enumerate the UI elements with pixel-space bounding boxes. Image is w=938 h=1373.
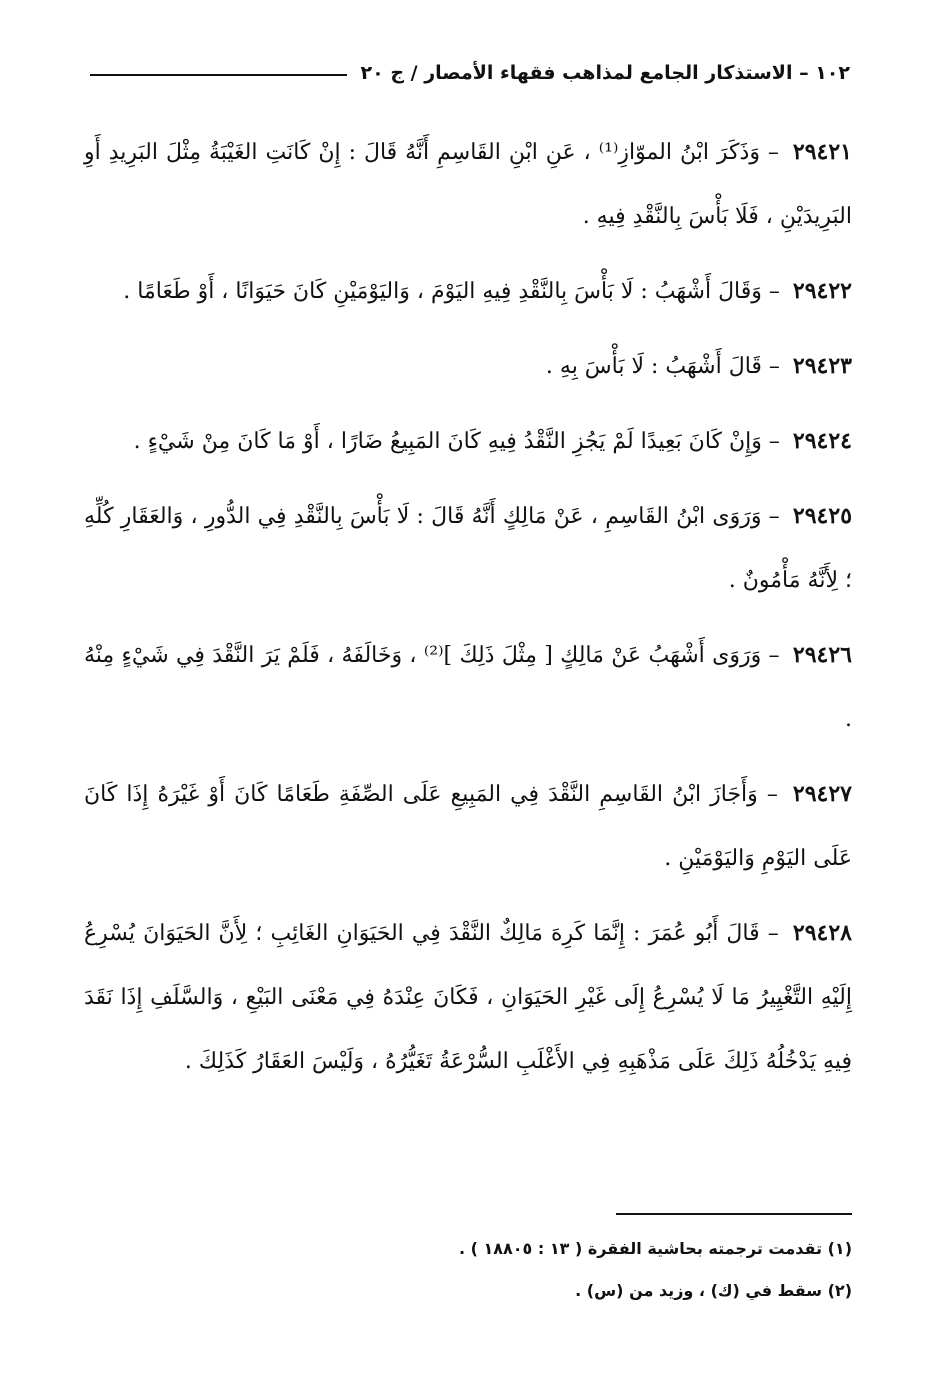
paragraph-text: – وَأَجَازَ ابْنُ القَاسِمِ النَّقْدَ فِي المَبِيعِ عَلَى الصِّفَةِ طَعَامًا كَانَ أَوْ غَيْرَهُ إِذَا كَانَ عَلَى اليَوْمِ وَاليَوْمَيْنِ . <box>84 782 852 871</box>
footnote: (٢) سقط في (ك) ، وزيد من (س) . <box>575 1281 852 1300</box>
running-header <box>90 58 850 88</box>
paragraph-number: ٢٩٤٢٧ <box>792 781 852 807</box>
paragraph <box>84 762 852 891</box>
paragraph-number: ٢٩٤٢٥ <box>792 503 853 529</box>
paragraph-number: ٢٩٤٢٤ <box>792 428 852 454</box>
paragraph-number: ٢٩٤٢٢ <box>792 278 852 304</box>
paragraph-text: – وَرَوَى ابْنُ القَاسِمِ ، عَنْ مَالِكٍ أَنَّهُ قَالَ : لَا بَأْسَ بِالنَّقْدِ فِي الدُّورِ ، وَالعَقَارِ كُلِّهِ ؛ لِأَنَّهُ مَأْمُونٌ . <box>84 504 852 593</box>
footnotes <box>84 1232 852 1316</box>
footnote-separator <box>616 1213 852 1215</box>
paragraph <box>84 334 852 399</box>
paragraph-text: – وَذَكَرَ ابْنُ الموّازِ⁽¹⁾ ، عَنِ ابْنِ القَاسِمِ أَنَّهُ قَالَ : إِنْ كَانَتِ الغَيْبَةُ مِثْلَ البَرِيدِ أَوِ البَرِيدَيْنِ ، فَلَا بَأْسَ بِالنَّقْدِ فِيهِ . <box>84 140 852 229</box>
main-text <box>84 120 852 1104</box>
paragraph-number: ٢٩٤٢٨ <box>792 920 852 946</box>
paragraph <box>84 623 852 752</box>
paragraph-text: – قَالَ أَشْهَبُ : لَا بَأْسَ بِهِ . <box>545 354 780 379</box>
paragraph-text: – قَالَ أَبُو عُمَرَ : إِنَّمَا كَرِهَ مَالِكٌ النَّقْدَ فِي الحَيَوَانِ الغَائِبِ ؛ لِأَنَّ الحَيَوَانَ يُسْرِعُ إِلَيْهِ التَّغْيِيرُ مَا لَا يُسْرِعُ إِلَى غَيْرِ الحَيَوَانِ ، فَكَانَ عِنْدَهُ فِي مَعْنَى البَيْعِ ، وَالسَّلَفِ إِذَا نَقَدَ فِيهِ يَدْخُلُهُ ذَلِكَ عَلَى مَذْهَبِهِ فِي الأَغْلَبِ السُّرْعَةُ تَغَيُّرُهُ ، وَلَيْسَ العَقَارُ كَذَلِكَ . <box>84 921 852 1074</box>
paragraph-number: ٢٩٤٢٣ <box>792 353 852 379</box>
paragraph <box>84 409 852 474</box>
paragraph <box>84 901 852 1094</box>
paragraph-text: – وَإِنْ كَانَ بَعِيدًا لَمْ يَجُزِ النَّقْدُ فِيهِ كَانَ المَبِيعُ ضَارًا ، أَوْ مَا كَانَ مِنْ شَيْءٍ . <box>133 429 780 454</box>
paragraph-text: – وَرَوَى أَشْهَبُ عَنْ مَالِكٍ [ مِثْلَ ذَلِكَ ]⁽²⁾ ، وَخَالَفَهُ ، فَلَمْ يَرَ النَّقْدَ فِي شَيْءٍ مِنْهُ . <box>84 643 852 732</box>
paragraph <box>84 120 852 249</box>
header-rule <box>90 74 347 76</box>
footnote: (١) تقدمت ترجمته بحاشية الفقرة ( ١٣ : ١٨٨٠٥ ) . <box>458 1239 852 1258</box>
paragraph-text: – وَقَالَ أَشْهَبُ : لَا بَأْسَ بِالنَّقْدِ فِيهِ اليَوْمَ ، وَاليَوْمَيْنِ كَانَ حَيَوَانًا ، أَوْ طَعَامًا . <box>123 279 780 304</box>
paragraph-number: ٢٩٤٢١ <box>792 139 852 165</box>
running-title: ١٠٢ – الاستذكار الجامع لمذاهب فقهاء الأمصار / ج ٢٠ <box>360 62 850 84</box>
paragraph <box>84 259 852 324</box>
paragraph-number: ٢٩٤٢٦ <box>792 642 852 668</box>
paragraph <box>84 484 852 613</box>
